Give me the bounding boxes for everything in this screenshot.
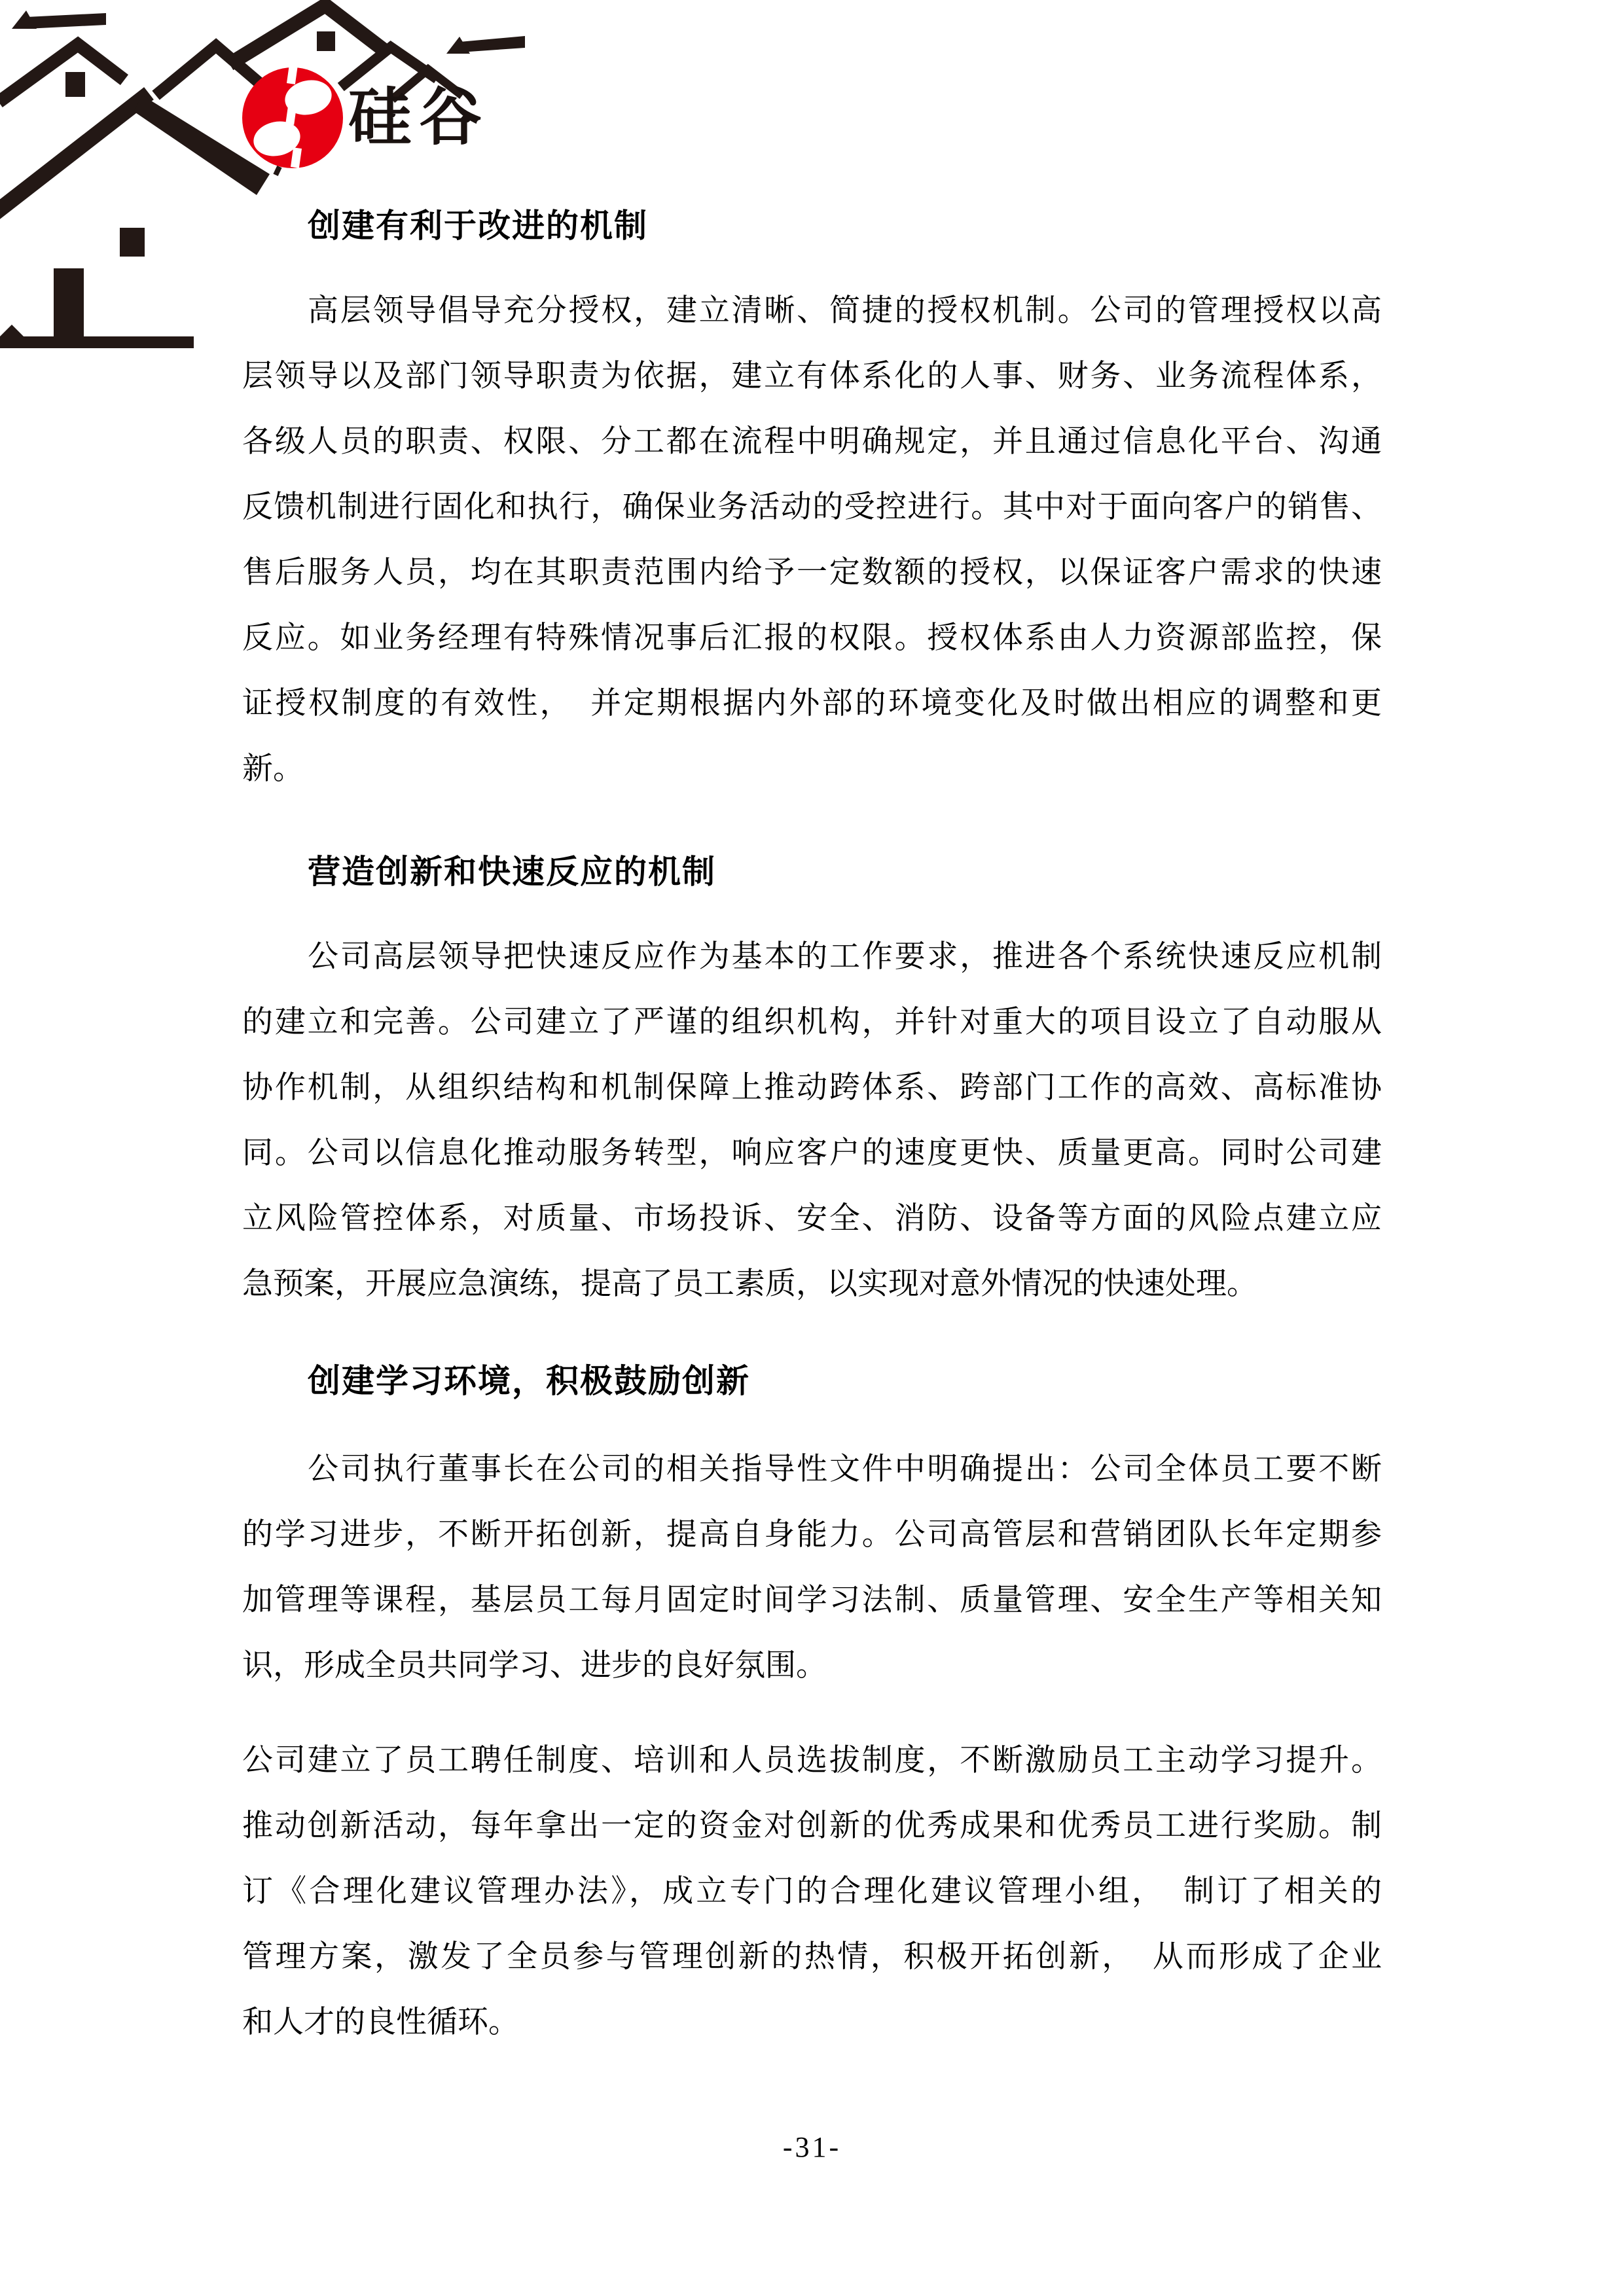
text-line: 公司执行董事长在公司的相关指导性文件中明确提出：公司全体员工要不断: [308, 1452, 1382, 1486]
section-heading-3: 创建学习环境，积极鼓励创新: [308, 1363, 750, 1399]
text-line: 售后服务人员，均在其职责范围内给予一定数额的授权，以保证客户需求的快速: [242, 556, 1382, 590]
text-line: 急预案，开展应急演练，提高了员工素质，以实现对意外情况的快速处理。: [242, 1267, 1257, 1301]
text-line: 订《合理化建议管理办法》，成立专门的合理化建议管理小组， 制订了相关的: [242, 1874, 1382, 1909]
paragraph-3: [242, 1437, 1382, 1698]
text-line: 同。公司以信息化推动服务转型，响应客户的速度更快、质量更高。同时公司建: [242, 1136, 1382, 1170]
text-line: 管理方案，激发了全员参与管理创新的热情，积极开拓创新， 从而形成了企业: [242, 1940, 1382, 1974]
text-line: 高层领导倡导充分授权，建立清晰、简捷的授权机制。公司的管理授权以高: [308, 294, 1382, 328]
section-heading-2: 营造创新和快速反应的机制: [308, 853, 716, 890]
text-line: 的学习进步，不断开拓创新，提高自身能力。公司高管层和营销团队长年定期参: [242, 1518, 1382, 1552]
text-line: 反馈机制进行固化和执行，确保业务活动的受控进行。其中对于面向客户的销售、: [242, 490, 1382, 524]
paragraph-1: [242, 278, 1382, 802]
text-line: 反应。如业务经理有特殊情况事后汇报的权限。授权体系由人力资源部监控，保: [242, 621, 1382, 655]
text-line: 推动创新活动，每年拿出一定的资金对创新的优秀成果和优秀员工进行奖励。制: [242, 1809, 1382, 1843]
text-line: 和人才的良性循环。: [242, 2005, 519, 2039]
section-heading-1: 创建有利于改进的机制: [308, 207, 648, 244]
text-line: 的建立和完善。公司建立了严谨的组织机构，并针对重大的项目设立了自动服从: [242, 1005, 1382, 1039]
paragraph-2: [242, 924, 1382, 1317]
brand-wordmark: 硅谷: [348, 82, 490, 152]
text-line: 证授权制度的有效性， 并定期根据内外部的环境变化及时做出相应的调整和更: [242, 687, 1382, 721]
text-line: 协作机制，从组织结构和机制保障上推动跨体系、跨部门工作的高效、高标准协: [242, 1071, 1382, 1105]
paragraph-4: [242, 1728, 1382, 2055]
text-line: 新。: [242, 752, 304, 786]
page-number: -31-: [782, 2131, 842, 2163]
text-line: 层领导以及部门领导职责为依据，建立有体系化的人事、财务、业务流程体系，: [242, 359, 1382, 393]
text-line: 立风险管控体系，对质量、市场投诉、安全、消防、设备等方面的风险点建立应: [242, 1202, 1382, 1236]
text-line: 加管理等课程，基层员工每月固定时间学习法制、质量管理、安全生产等相关知: [242, 1583, 1382, 1617]
text-line: 公司建立了员工聘任制度、培训和人员选拔制度，不断激励员工主动学习提升。: [242, 1744, 1382, 1778]
text-line: 各级人员的职责、权限、分工都在流程中明确规定，并且通过信息化平台、沟通: [242, 425, 1382, 459]
text-line: 识，形成全员共同学习、进步的良好氛围。: [242, 1649, 827, 1683]
text-line: 公司高层领导把快速反应作为基本的工作要求，推进各个系统快速反应机制: [308, 940, 1382, 974]
